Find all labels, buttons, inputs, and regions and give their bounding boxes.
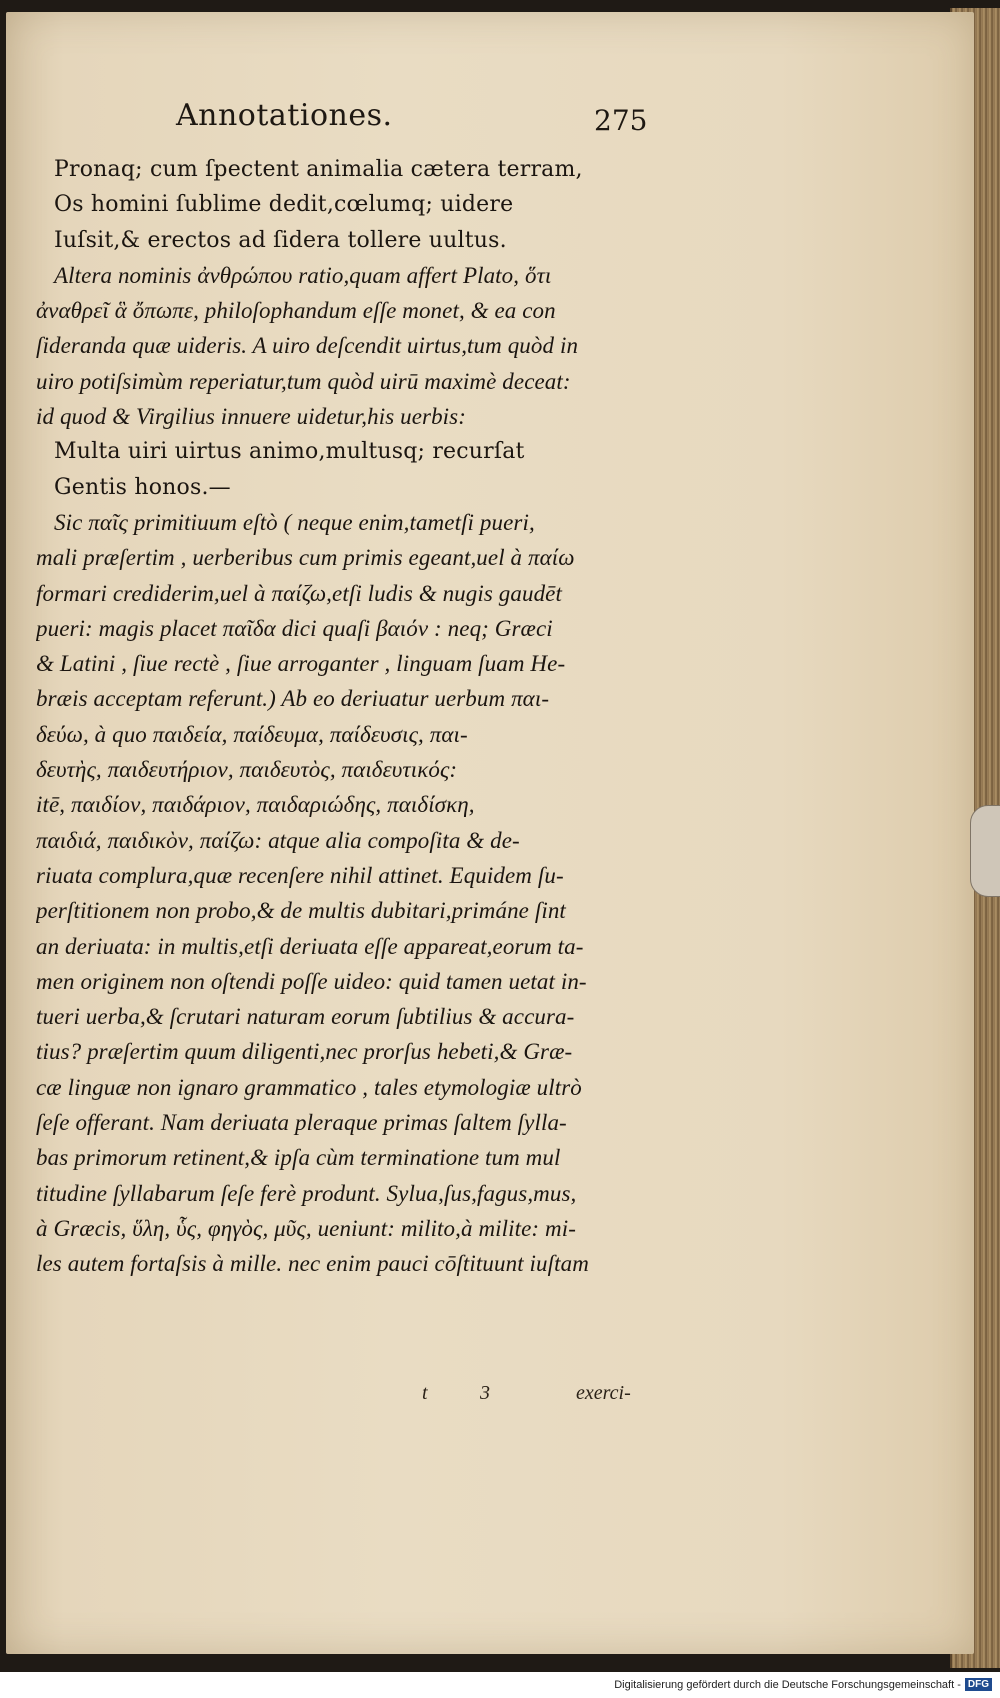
catchline	[6, 1382, 686, 1412]
text-line: Iuſsit,& erectos ad ſidera tollere uultus.	[54, 227, 507, 253]
text-line: mali præſertim , uerberibus cum primis egeant,uel à παίω	[36, 545, 575, 571]
text-line: δευτὴς, παιδευτήριον, παιδευτὸς, παιδευτικός:	[36, 757, 458, 783]
text-line: Multa uiri uirtus animo,multusq; recurſat	[54, 439, 525, 465]
text-line: id quod & Virgilius innuere uidetur,his uerbis:	[36, 404, 466, 430]
text-line: men originem non oſtendi poſſe uideo: quid tamen uetat in-	[36, 968, 587, 994]
text-line: bræis acceptam referunt.) Ab eo deriuatur uerbum παι-	[36, 686, 550, 712]
text-line: riuata complura,quæ recenſere nihil attinet. Equidem ſu-	[36, 862, 564, 888]
text-line: à Græcis, ὕλη, ὗς, φηγὸς, μῦς, ueniunt: milito,à milite: mi-	[36, 1215, 576, 1241]
text-line: tueri uerba,& ſcrutari naturam eorum ſubtilius & accura-	[36, 1004, 575, 1030]
text-line: ſeſe offerant. Nam deriuata pleraque primas ſaltem ſylla-	[36, 1110, 567, 1136]
text-line: παιδιά, παιδικὸν, παίζω: atque alia compoſita & de-	[36, 827, 520, 853]
text-line: uiro potiſsimùm reperiatur,tum quòd uirū maximè deceat:	[36, 368, 571, 394]
text-line: Altera nominis ἀνθρώπου ratio,quam affert Plato, ὅτι	[54, 262, 552, 288]
text-line: cæ linguæ non ignaro grammatico , tales etymologiæ ultrò	[36, 1074, 582, 1100]
text-line: perſtitionem non probo,& de multis dubitari,primáne ſint	[36, 898, 566, 924]
text-line: Pronaq; cum ſpectent animalia cætera terram,	[54, 157, 583, 182]
catchword: exerci-	[576, 1382, 631, 1404]
page-clip	[970, 805, 1000, 897]
page-number: 275	[594, 104, 648, 137]
running-head: Annotationes.	[176, 98, 393, 133]
text-line: ſideranda quæ uideris. A uiro deſcendit uirtus,tum quòd in	[36, 333, 579, 359]
text-line: titudine ſyllabarum ſeſe ferè produnt. Sylua,ſus,fagus,mus,	[36, 1180, 577, 1206]
text-line: Sic παῖς primitiuum eſtò ( neque enim,tametſi pueri,	[54, 509, 535, 535]
text-line: bas primorum retinent,& ipſa cùm terminatione tum mul	[36, 1145, 561, 1171]
text-line: tius? præſertim quum diligenti,nec prorſus hebeti,& Græ-	[36, 1039, 573, 1065]
text-line: les autem fortaſsis à mille. nec enim pauci cōſtituunt iuſtam	[36, 1251, 589, 1277]
text-line: an deriuata: in multis,etſi deriuata eſſe appareat,eorum ta-	[36, 933, 584, 959]
signature-mark: t	[422, 1382, 428, 1404]
signature-number: 3	[480, 1382, 490, 1404]
credit-text: Digitalisierung gefördert durch die Deutsche Forschungsgemeinschaft -	[614, 1678, 961, 1691]
text-line: Gentis honos.—	[54, 474, 231, 500]
digitization-credit	[614, 1678, 992, 1691]
text-line: ἀναθρεῖ ἃ ὄπωπε, philoſophandum eſſe monet, & ea con	[36, 298, 556, 324]
book-page	[6, 12, 974, 1654]
text-line: formari crediderim,uel à παίζω,etſi ludis & nugis gaudēt	[36, 580, 562, 606]
body-text	[36, 152, 676, 1282]
text-line: itē, παιδίον, παιδάριον, παιδαριώδης, παιδίσκη,	[36, 792, 475, 818]
text-line: δεύω, à quo παιδεία, παίδευμα, παίδευσις, παι-	[36, 721, 468, 747]
text-line: pueri: magis placet παῖδα dici quaſi βαιόν : neq; Græci	[36, 615, 553, 641]
dfg-logo: DFG	[965, 1678, 992, 1691]
text-line: Os homini ſublime dedit,cœlumq; uidere	[54, 192, 514, 218]
text-line: & Latini , ſiue rectè , ſiue arroganter , linguam ſuam He-	[36, 651, 566, 677]
